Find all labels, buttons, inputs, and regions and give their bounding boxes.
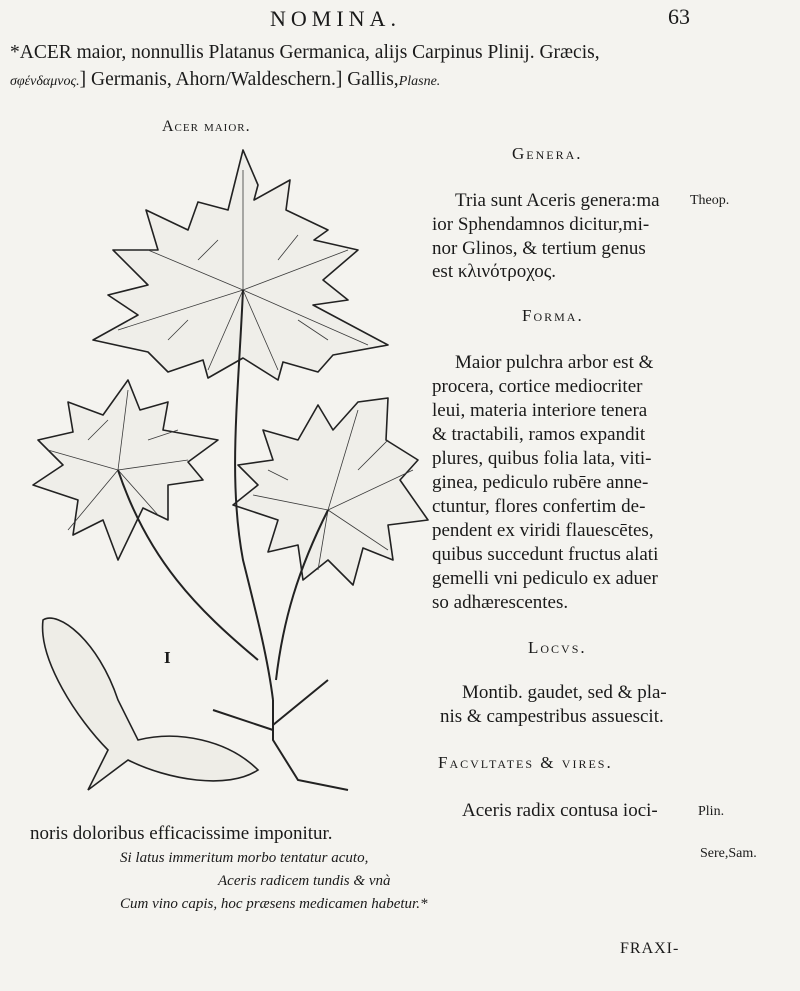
text-line: leui, materia interiore tenera — [432, 400, 648, 421]
text-line: ctuntur, flores confertim de- — [432, 496, 646, 517]
section-heading-facultates: Facvltates & vires. — [438, 753, 613, 772]
verse-line: Aceris radicem tundis & vnà — [218, 873, 391, 889]
catchword: FRAXI- — [620, 940, 680, 957]
names-line-2-text: ] Germanis, Ahorn/Waldeschern.] Gallis, — [79, 69, 399, 90]
maple-woodcut-illustration — [28, 140, 433, 810]
names-line-1: *ACER maior, nonnullis Platanus Germanica, alijs Carpinus Plinij. Græcis, — [10, 42, 600, 63]
running-head: NOMINA. — [270, 6, 401, 31]
text-line: ginea, pediculo rubēre anne- — [432, 472, 649, 493]
text-line: ior Sphendamnos dicitur,mi- — [432, 214, 650, 235]
text-line: pendent ex viridi flauescētes, — [432, 520, 654, 541]
greek-name: σφένδαμνος. — [10, 74, 80, 89]
names-line-2 — [10, 69, 440, 91]
verse-line: Cum vino capis, hoc præsens medicamen habetur.* — [120, 896, 428, 912]
text-line: plures, quibus folia lata, viti- — [432, 448, 652, 469]
text-line: Aceris radix contusa ioci- — [462, 800, 658, 821]
verse-line: Si latus immeritum morbo tentatur acuto, — [120, 850, 369, 866]
right-leaf — [233, 398, 428, 585]
text-line: gemelli vni pediculo ex aduer — [432, 568, 658, 589]
text-line: procera, cortice mediocriter — [432, 376, 643, 397]
figure-caption: Acer maior. — [162, 118, 251, 135]
figure-marker: I — [164, 648, 171, 667]
samara-seed — [43, 618, 258, 790]
margin-note-plin: Plin. — [698, 804, 725, 819]
text-line: Maior pulchra arbor est & — [455, 352, 654, 373]
text-line: so adhærescentes. — [432, 592, 569, 613]
text-line: nis & campestribus assuescit. — [440, 706, 664, 727]
section-heading-locus: Locvs. — [528, 638, 587, 657]
text-line: quibus succedunt fructus alati — [432, 544, 659, 565]
section-heading-genera: Genera. — [512, 144, 583, 163]
continuation-line: noris doloribus efficacissime imponitur. — [30, 823, 333, 844]
french-name: Plasne. — [398, 74, 441, 89]
text-line: Tria sunt Aceris genera:ma — [455, 190, 660, 211]
text-line: & tractabili, ramos expandit — [432, 424, 646, 445]
text-line: nor Glinos, & tertium genus — [432, 238, 646, 259]
margin-note-sere: Sere,Sam. — [700, 846, 757, 861]
margin-note-theop: Theop. — [690, 193, 730, 208]
page-number: 63 — [668, 4, 690, 29]
section-heading-forma: Forma. — [522, 306, 584, 325]
text-line: est κλινότροχος. — [432, 261, 557, 282]
text-line: Montib. gaudet, sed & pla- — [462, 682, 667, 703]
